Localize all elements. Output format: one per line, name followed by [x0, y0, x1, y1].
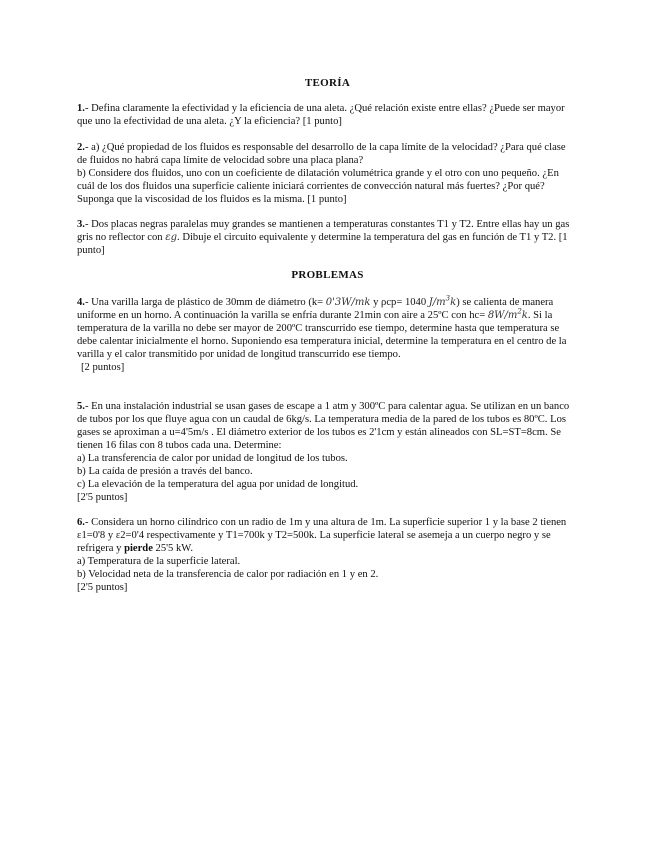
question-5-number: 5.: [77, 401, 85, 412]
question-3: [77, 218, 577, 257]
question-5-item-a: a) La transferencia de calor por unidad de longitud de los tubos.: [77, 453, 348, 464]
question-4-rho-unit: $J/m^3k$: [428, 294, 457, 308]
question-4-number: 4.: [77, 297, 85, 308]
question-5-item-b: b) La caída de presión a través del banco.: [77, 466, 253, 477]
question-5: [77, 400, 577, 504]
question-3-text-pre: - Dos placas negras paralelas muy grandes se mantienen a temperaturas constantes T1 y T2. Entre ellas hay un gas gris no reflector con: [77, 219, 570, 243]
question-2: [77, 141, 577, 206]
question-4-hc-value: $8W/m^2k$: [487, 307, 528, 321]
question-5-points: [2'5 puntos]: [77, 492, 128, 503]
question-2-text-a: - a) ¿Qué propiedad de los fluidos es responsable del desarrollo de la capa límite de la velocidad? ¿Para qué clase de fluidos no habrá capa límite de velocidad sobre una placa plana?: [77, 142, 566, 166]
teoria-heading: TEORÍA: [304, 77, 351, 89]
question-3-number: 3.: [77, 219, 85, 230]
question-1: [77, 102, 577, 128]
question-4-text-a: - Una varilla larga de plástico de 30mm de diámetro (k=: [84, 297, 326, 308]
question-6: [77, 516, 577, 594]
question-6-bold-word: pierde: [124, 543, 153, 554]
question-1-text: - Defina claramente la efectividad y la eficiencia de una aleta. ¿Qué relación existe entre ellas? ¿Puede ser mayor que uno la efectividad de una aleta. ¿Y la eficiencia? [1 punto]: [77, 103, 565, 127]
question-2-number: 2.: [77, 142, 85, 153]
question-6-points: [2'5 puntos]: [77, 582, 128, 593]
question-6-text-a: - Considera un horno cilíndrico con un radio de 1m y una altura de 1m. La superficie superior 1 y la base 2 tienen ε1=0'8 y ε2=0'4 respectivamente y T1=700k y T2=500k. La superficie lateral se asemeja a un cuerpo negro y se refrigera y: [77, 517, 567, 554]
question-2-text-b: b) Considere dos fluidos, uno con un coeficiente de dilatación volumétrica grande y el otro con uno pequeño. ¿En cuál de los dos fluidos una superficie caliente iniciará corrientes de convección natural más fuertes? ¿Por qué? Suponga que la viscosidad de los fluidos es la misma. [1 punto]: [77, 168, 559, 205]
question-5-item-c: c) La elevación de la temperatura del agua por unidad de longitud.: [77, 479, 359, 490]
question-6-item-a: a) Temperatura de la superficie lateral.: [77, 556, 241, 567]
question-4-points: [2 puntos]: [81, 362, 125, 373]
question-4-text-c: ) se calienta de manera uniforme en un horno. A continuación la varilla se enfría durante 21min con aire a 25ºC con hc=: [77, 297, 554, 321]
problemas-heading: PROBLEMAS: [291, 269, 364, 281]
question-5-text: - En una instalación industrial se usan gases de escape a 1 atm y 300ºC para calentar agua. Se utilizan en un banco de tubos por los que fluye agua con un caudal de 6kg/s. La temperatura media de la pared de los tubos es 80ºC. Los gases se aproximan a u=4'5m/s . El diámetro exterior de los tubos es 2'1cm y están alineados con SL=ST=8cm. Se tienen 16 filas con 8 tubos cada una. Determine:: [77, 401, 570, 451]
question-4-text-b: y ρcp= 1040: [370, 297, 429, 308]
question-4-text-d: . Si la temperatura de la varilla no debe ser mayor de 200ºC transcurrido ese tiempo, determine hasta que temperatura se debe calentar inicialmente el horno. Suponiendo esa temperatura inicial, determine la temperatura en el centro de la varilla y el calor transmitido por unidad de longitud transcurrido ese tiempo.: [77, 310, 567, 360]
question-3-text-post: . Dibuje el circuito equivalente y determine la temperatura del gas en función de T1 y T2. [1 punto]: [77, 232, 568, 256]
question-1-number: 1.: [77, 103, 85, 114]
question-6-number: 6.: [77, 517, 85, 528]
question-4-k-value: 0'3W/mk: [325, 297, 371, 308]
question-6-text-b: 25'5 kW.: [152, 543, 193, 554]
question-3-epsilon: εg: [165, 232, 178, 243]
question-6-item-b: b) Velocidad neta de la transferencia de calor por radiación en 1 y en 2.: [77, 569, 379, 580]
question-4: [77, 296, 577, 374]
